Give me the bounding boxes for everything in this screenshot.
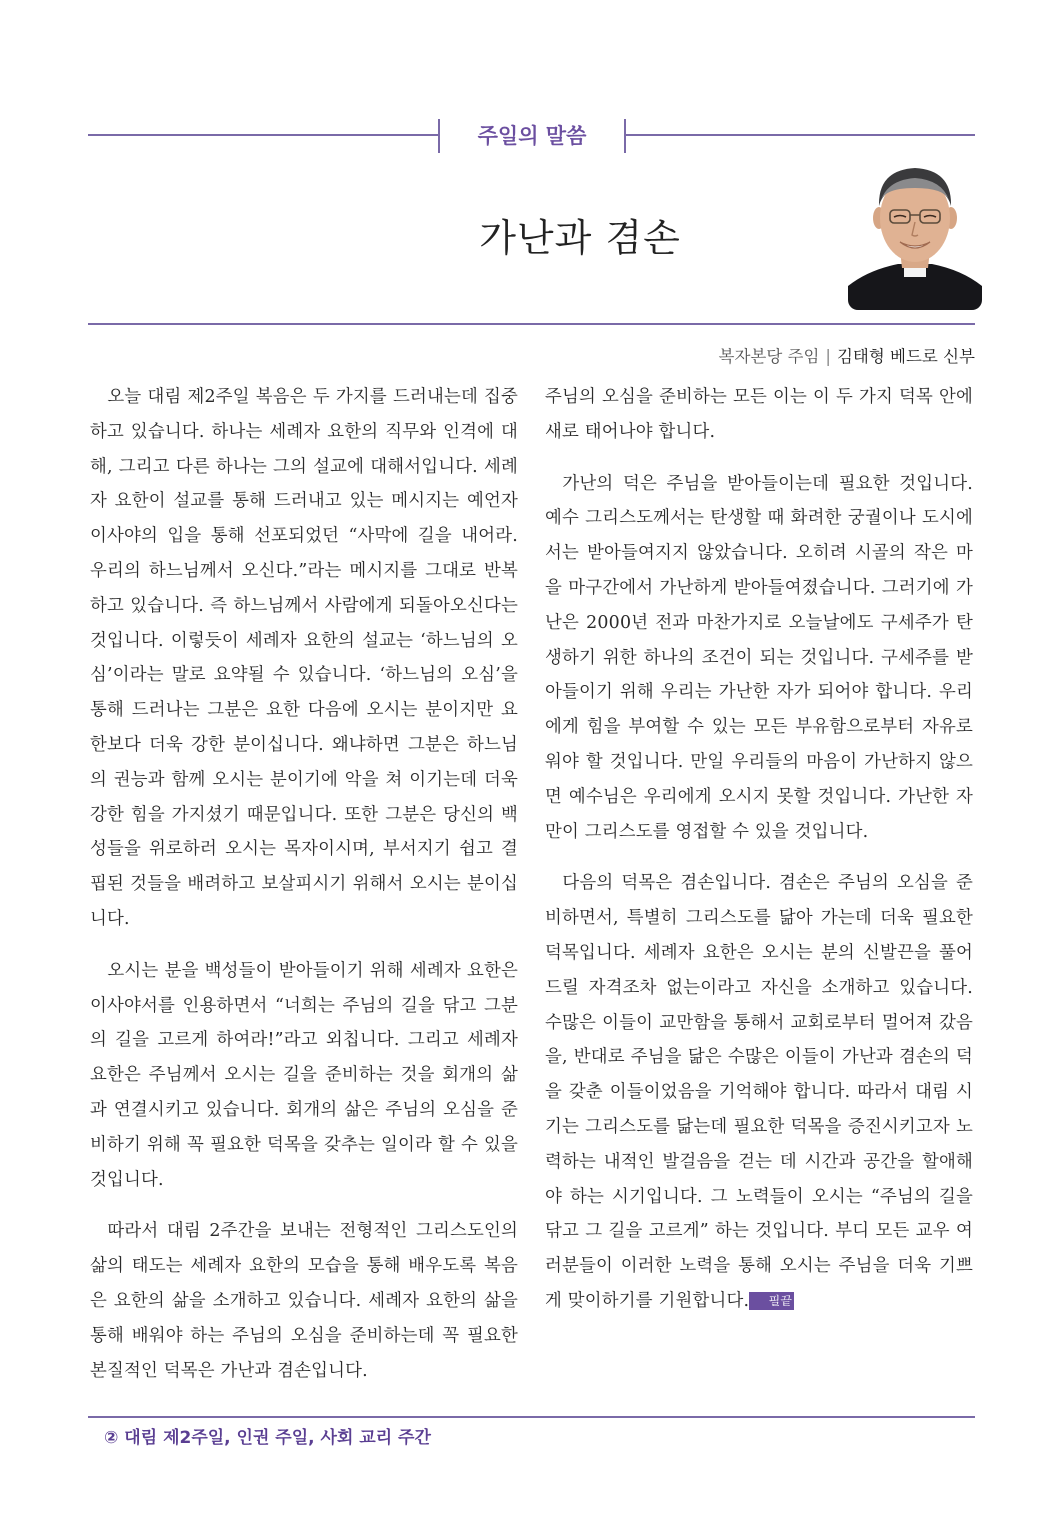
paragraph: 오늘 대림 제2주일 복음은 두 가지를 드러내는데 집중하고 있습니다. 하나는 세례자 요한의 직무와 인격에 대해, 그리고 다른 하나는 그의 설교에 대해서입니다. 세례자 요한이 설교를 통해 드러내고 있는 메시지는 예언자 이사야의 입을 통해 선포되었던 “사막에 길을 내어라. 우리의 하느님께서 오신다.”라는 메시지를 그대로 반복하고 있습니다. 즉 하느님께서 사람에게 되돌아오신다는 것입니다. 이렇듯이 세례자 요한의 설교는 ‘하느님의 오심’이라는 말로 요약될 수 있습니다. ‘하느님의 오심’을 통해 드러나는 그분은 요한 다음에 오시는 분이지만 요한보다 더욱 강한 분이십니다. 왜냐하면 그분은 하느님의 권능과 함께 오시는 분이기에 악을 쳐 이기는데 더욱 강한 힘을 가지셨기 때문입니다. 또한 그분은 당신의 백성들을 위로하러 오시는 목자이시며, 부서지기 쉽고 결핍된 것들을 배려하고 보살피시기 위해서 오시는 분이십니다.: [90, 387, 518, 929]
header-rule-left: [88, 134, 440, 136]
author-photo: [848, 158, 982, 310]
body-column-right: [545, 380, 973, 1336]
paragraph-text: 다음의 덕목은 겸손입니다. 겸손은 주님의 오심을 준비하면서, 특별히 그리스도를 닮아 가는데 더욱 필요한 덕목입니다. 세례자 요한은 오시는 분의 신발끈을 풀어드릴 자격조차 없는이라고 자신을 소개하고 있습니다. 수많은 이들이 교만함을 통해서 교회로부터 멀어져 갔음을, 반대로 주님을 닮은 수많은 이들이 가난과 겸손의 덕을 갖춘 이들이었음을 기억해야 합니다. 따라서 대림 시기는 그리스도를 닮는데 필요한 덕목을 증진시키고자 노력하는 내적인 발걸음을 걷는 데 시간과 공간을 할애해야 하는 시기입니다. 그 노력들이 오시는 “주님의 길을 닦고 그 길을 고르게” 하는 것입니다. 부디 모든 교우 여러분들이 이러한 노력을 통해 오시는 주님을 더욱 기쁘게 맞이하기를 기원합니다.: [545, 873, 973, 1311]
byline-separator: |: [825, 347, 831, 366]
end-mark: 필끝: [749, 1292, 794, 1310]
paragraph: 주님의 오심을 준비하는 모든 이는 이 두 가지 덕목 안에 새로 태어나야 합니다.: [545, 387, 973, 442]
author-name: 김태형 베드로 신부: [836, 347, 975, 366]
header-rule-right-tick: [624, 119, 626, 153]
paragraph: 따라서 대림 2주간을 보내는 전형적인 그리스도인의 삶의 태도는 세례자 요한의 모습을 통해 배우도록 복음은 요한의 삶을 소개하고 있습니다. 세례자 요한의 삶을 통해 배워야 하는 주님의 오심을 준비하는데 꼭 필요한 본질적인 덕목은 가난과 겸손입니다.: [90, 1221, 518, 1381]
header-rule-right: [626, 134, 975, 136]
page-footer: ② 대림 제2주일, 인권 주일, 사회 교리 주간: [104, 1428, 431, 1448]
title-divider: [88, 323, 975, 325]
author-role: 복자본당 주임: [718, 347, 820, 366]
paragraph: [545, 866, 973, 1318]
byline: [719, 343, 975, 367]
article-title: 가난과 겸손: [479, 216, 681, 260]
paragraph: 오시는 분을 백성들이 받아들이기 위해 세례자 요한은 이사야서를 인용하면서 “너희는 주님의 길을 닦고 그분의 길을 고르게 하여라!”라고 외칩니다. 그리고 세례자 요한은 주님께서 오시는 길을 준비하는 것을 회개의 삶과 연결시키고 있습니다. 회개의 삶은 주님의 오심을 준비하기 위해 꼭 필요한 덕목을 갖추는 일이라 할 수 있을 것입니다.: [90, 960, 518, 1190]
section-label: 주일의 말씀: [477, 124, 587, 148]
paragraph: 가난의 덕은 주님을 받아들이는데 필요한 것입니다. 예수 그리스도께서는 탄생할 때 화려한 궁궐이나 도시에서는 받아들여지지 않았습니다. 오히려 시골의 작은 마을 마구간에서 가난하게 받아들여졌습니다. 그러기에 가난은 2000년 전과 마찬가지로 오늘날에도 구세주가 탄생하기 위한 하나의 조건이 되는 것입니다. 구세주를 받아들이기 위해 우리는 가난한 자가 되어야 합니다. 우리에게 힘을 부여할 수 있는 모든 부유함으로부터 자유로워야 할 것입니다. 만일 우리들의 마음이 가난하지 않으면 예수님은 우리에게 오시지 못할 것입니다. 가난한 자만이 그리스도를 영접할 수 있을 것입니다.: [545, 473, 973, 842]
body-column-left: [90, 380, 518, 1405]
footer-rule: [88, 1416, 975, 1418]
